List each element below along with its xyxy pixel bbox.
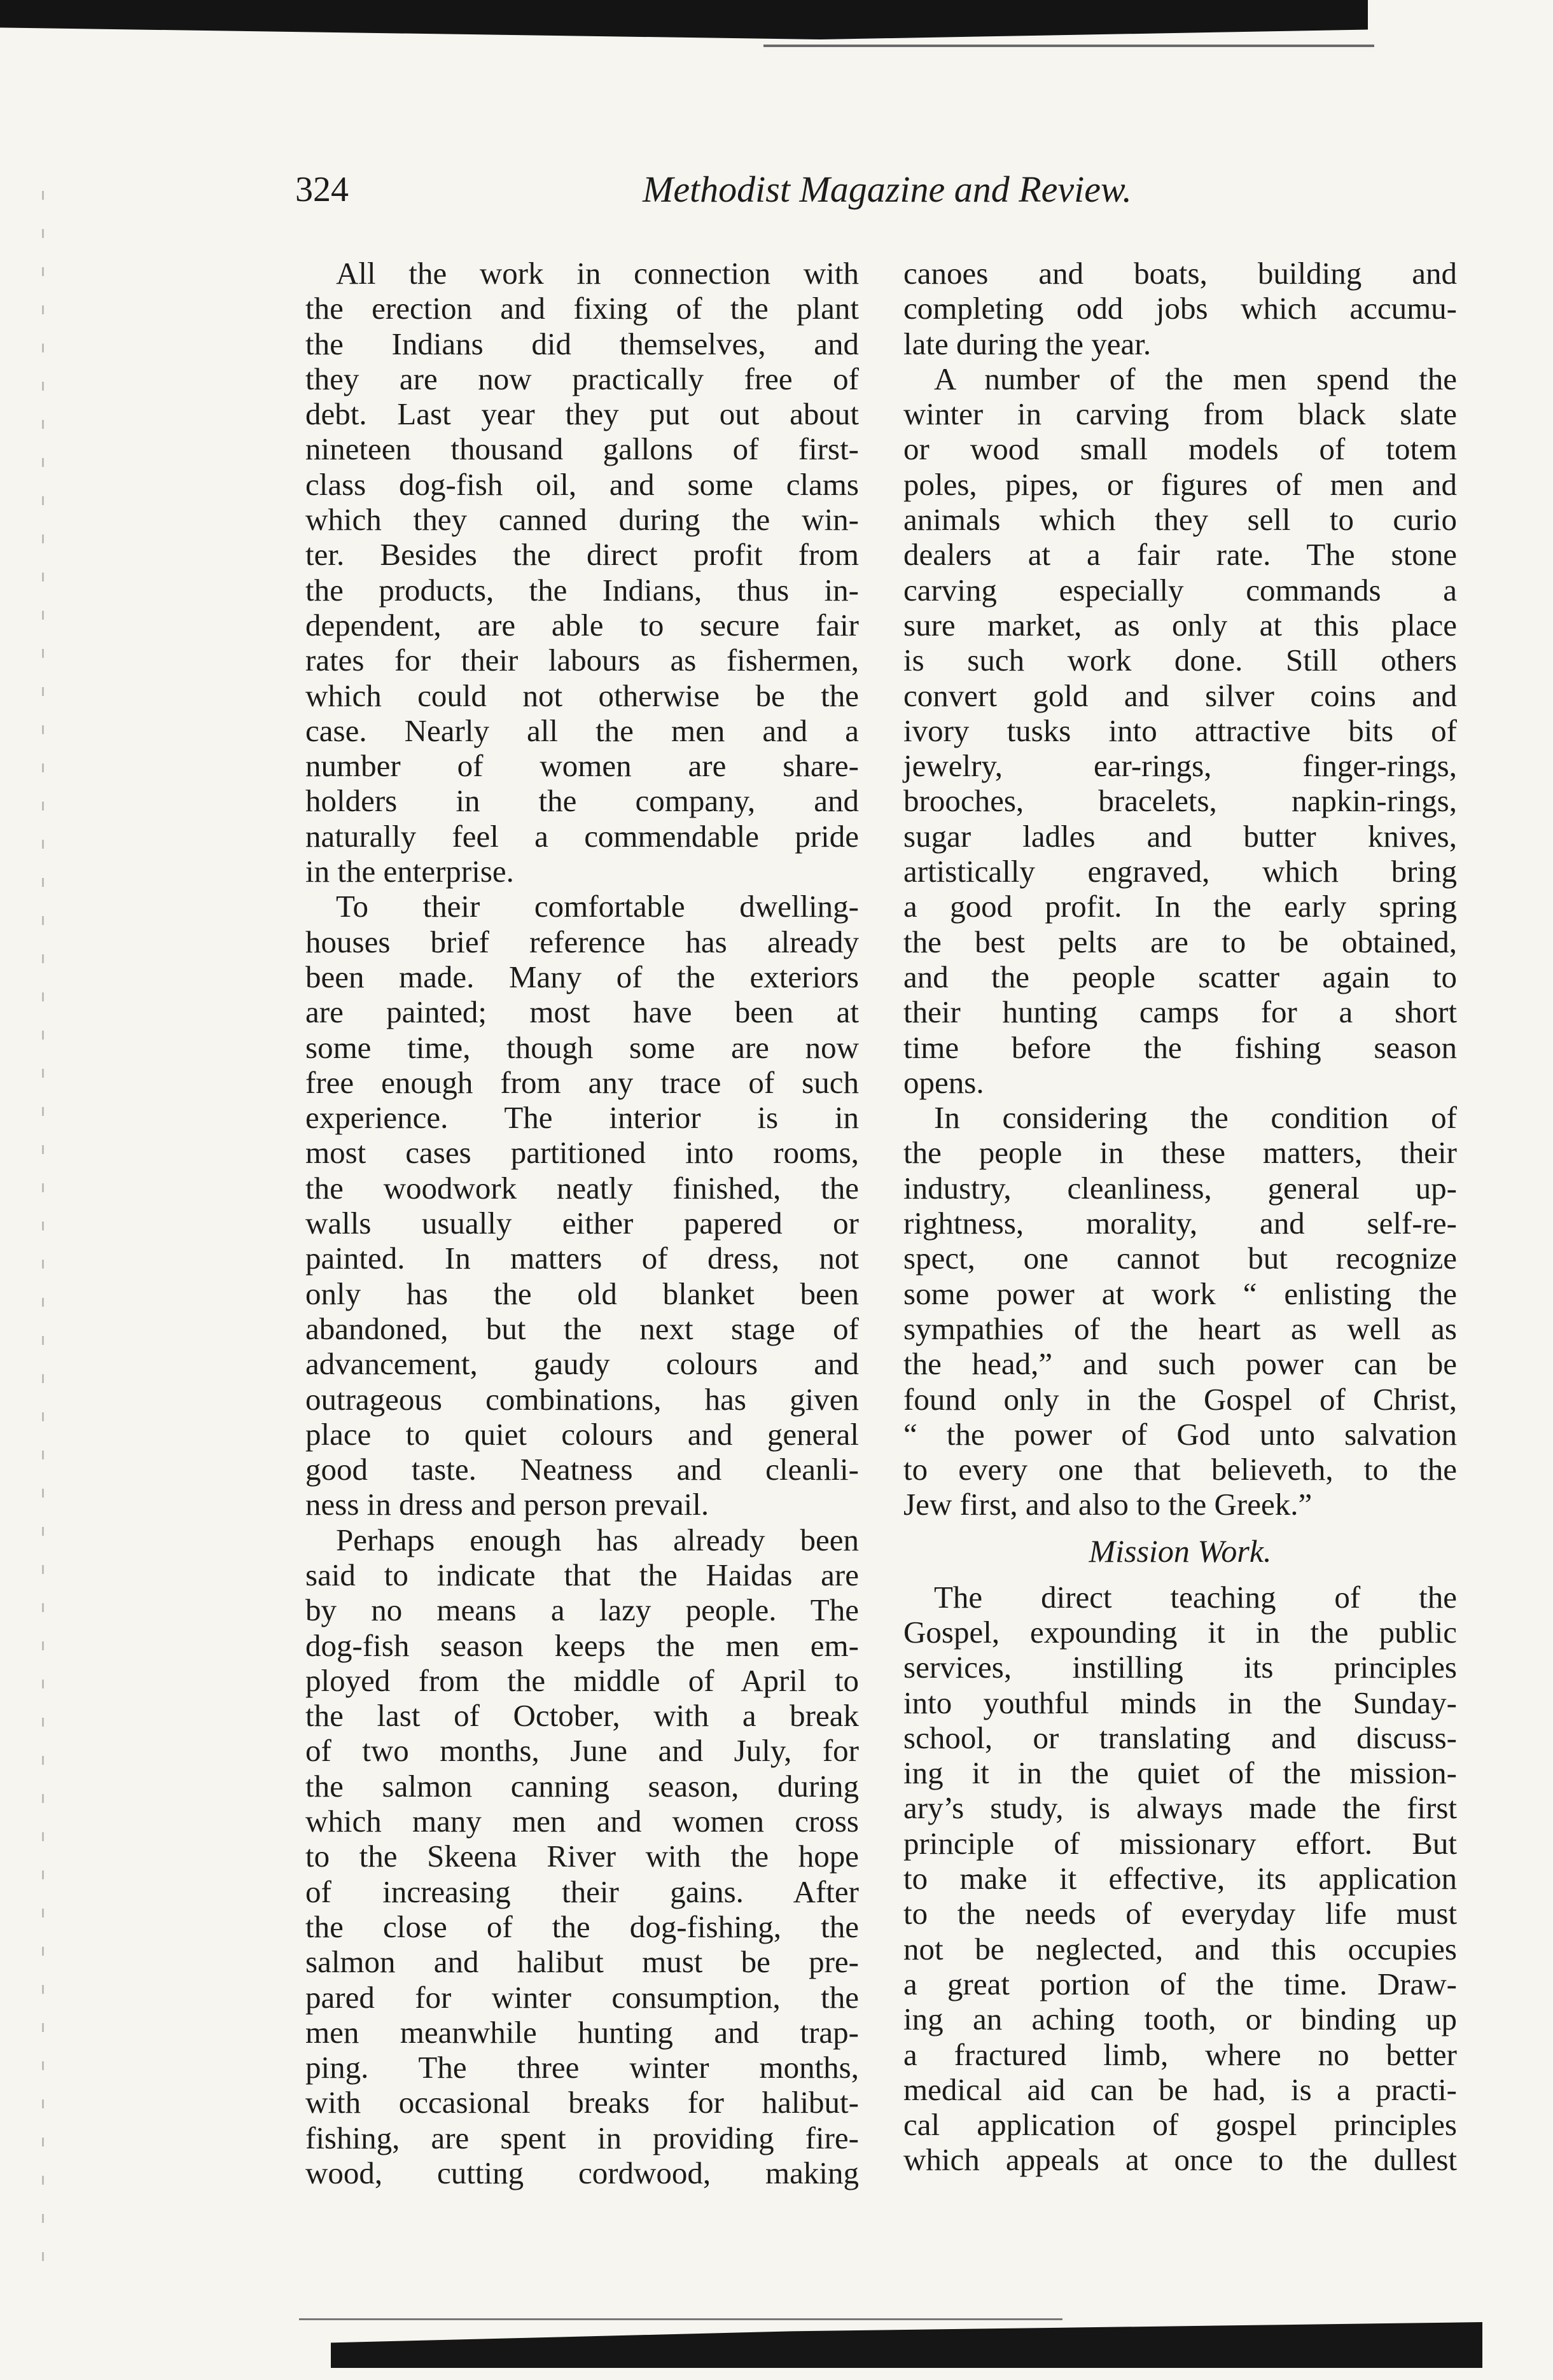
- text-line: the Indians did themselves, and: [305, 326, 859, 361]
- text-line: to the Skeena River with the hope: [305, 1839, 859, 1874]
- text-line: Jew first, and also to the Greek.”: [903, 1487, 1313, 1522]
- text-line: number of women are share-: [305, 748, 859, 784]
- text-line: experience. The interior is in: [305, 1100, 859, 1136]
- text-line: with occasional breaks for halibut-: [305, 2085, 859, 2120]
- text-line: sympathies of the heart as well as: [903, 1311, 1457, 1346]
- text-line: holders in the company, and: [305, 783, 859, 819]
- text-line: case. Nearly all the men and a: [305, 713, 859, 748]
- text-line: fishing, are spent in providing fire-: [305, 2120, 859, 2155]
- text-line: to the needs of everyday life must: [903, 1896, 1457, 1931]
- text-line: the salmon canning season, during: [305, 1768, 859, 1804]
- text-line: the people in these matters, their: [903, 1135, 1457, 1171]
- text-line: by no means a lazy people. The: [305, 1592, 859, 1628]
- scan-top-edge: [0, 0, 1368, 39]
- text-line: of two months, June and July, for: [305, 1733, 859, 1769]
- text-line: abandoned, but the next stage of: [305, 1311, 859, 1346]
- text-line: opens.: [903, 1064, 984, 1100]
- running-title: Methodist Magazine and Review.: [643, 169, 1132, 210]
- text-line: is such work done. Still others: [903, 643, 1457, 678]
- text-line: dog-fish season keeps the men em-: [305, 1627, 859, 1663]
- text-line: ary’s study, is always made the first: [903, 1790, 1457, 1826]
- text-line: canoes and boats, building and: [903, 256, 1457, 291]
- text-line: which they canned during the win-: [305, 502, 859, 538]
- text-line: naturally feel a commendable pride: [305, 818, 859, 854]
- text-line: which could not otherwise be the: [305, 678, 859, 713]
- right-column: [903, 256, 1457, 2317]
- text-line: said to indicate that the Haidas are: [305, 1557, 859, 1592]
- text-line: men meanwhile hunting and trap-: [305, 2014, 859, 2050]
- text-line: pared for winter consumption, the: [305, 1979, 859, 2015]
- text-line: the head,” and such power can be: [903, 1346, 1457, 1382]
- text-line: their hunting camps for a short: [903, 994, 1457, 1030]
- text-line: nineteen thousand gallons of first-: [305, 431, 859, 467]
- text-line: ivory tusks into attractive bits of: [903, 713, 1457, 748]
- text-line: walls usually either papered or: [305, 1206, 859, 1241]
- text-line: not be neglected, and this occupies: [903, 1931, 1457, 1966]
- text-line: dealers at a fair rate. The stone: [903, 537, 1457, 573]
- running-header: [0, 167, 1553, 218]
- text-line: dependent, are able to secure fair: [305, 607, 859, 643]
- text-line: jewelry, ear-rings, finger-rings,: [903, 748, 1457, 784]
- text-line: time before the fishing season: [903, 1029, 1457, 1065]
- text-line: found only in the Gospel of Christ,: [903, 1381, 1457, 1417]
- text-line: in the enterprise.: [305, 854, 514, 889]
- text-line: of increasing their gains. After: [305, 1874, 859, 1909]
- scan-bottom-edge: [331, 2322, 1482, 2368]
- text-line: most cases partitioned into rooms,: [305, 1135, 859, 1171]
- page-number: 324: [295, 170, 349, 209]
- text-line: houses brief reference has already: [305, 924, 859, 959]
- text-line: Gospel, expounding it in the public: [903, 1614, 1457, 1650]
- text-line: which appeals at once to the dullest: [903, 2142, 1457, 2178]
- text-line: only has the old blanket been: [305, 1276, 859, 1311]
- text-line: into youthful minds in the Sunday-: [903, 1685, 1457, 1720]
- text-line: ness in dress and person prevail.: [305, 1487, 709, 1522]
- text-line: spect, one cannot but recognize: [903, 1241, 1457, 1276]
- text-line: some time, though some are now: [305, 1029, 859, 1065]
- text-line: To their comfortable dwelling-: [336, 889, 859, 924]
- text-line: poles, pipes, or figures of men and: [903, 466, 1457, 502]
- text-line: debt. Last year they put out about: [305, 396, 859, 432]
- text-line: artistically engraved, which bring: [903, 854, 1457, 889]
- text-line: to make it effective, its application: [903, 1861, 1457, 1896]
- text-line: Perhaps enough has already been: [336, 1522, 859, 1557]
- text-line: outrageous combinations, has given: [305, 1381, 859, 1417]
- text-line: “ the power of God unto salvation: [903, 1416, 1457, 1452]
- text-line: convert gold and silver coins and: [903, 678, 1457, 713]
- text-line: The direct teaching of the: [934, 1579, 1457, 1615]
- text-line: completing odd jobs which accumu-: [903, 291, 1457, 326]
- text-line: the woodwork neatly finished, the: [305, 1170, 859, 1206]
- right-column-upper: [903, 256, 1457, 1522]
- text-line: winter in carving from black slate: [903, 396, 1457, 432]
- text-line: ployed from the middle of April to: [305, 1662, 859, 1698]
- text-line: ping. The three winter months,: [305, 2050, 859, 2085]
- text-line: the best pelts are to be obtained,: [903, 924, 1457, 959]
- scan-top-rule: [763, 45, 1374, 47]
- text-line: animals which they sell to curio: [903, 502, 1457, 538]
- text-line: brooches, bracelets, napkin-rings,: [903, 783, 1457, 819]
- text-line: rates for their labours as fishermen,: [305, 643, 859, 678]
- text-line: sure market, as only at this place: [903, 607, 1457, 643]
- text-line: salmon and halibut must be pre-: [305, 1944, 859, 1980]
- text-line: free enough from any trace of such: [305, 1064, 859, 1100]
- section-heading: Mission Work.: [1089, 1533, 1272, 1569]
- text-line: carving especially commands a: [903, 572, 1457, 608]
- right-column-lower: [903, 1580, 1457, 2178]
- text-line: wood, cutting cordwood, making: [305, 2155, 859, 2191]
- text-line: the close of the dog-fishing, the: [305, 1909, 859, 1944]
- text-line: place to quiet colours and general: [305, 1416, 859, 1452]
- text-line: to every one that believeth, to the: [903, 1452, 1457, 1487]
- text-line: been made. Many of the exteriors: [305, 959, 859, 994]
- text-line: good taste. Neatness and cleanli-: [305, 1452, 859, 1487]
- text-line: the last of October, with a break: [305, 1698, 859, 1734]
- text-line: advancement, gaudy colours and: [305, 1346, 859, 1382]
- text-line: ter. Besides the direct profit from: [305, 537, 859, 573]
- text-line: services, instilling its principles: [903, 1650, 1457, 1685]
- text-line: are painted; most have been at: [305, 994, 859, 1030]
- text-line: principle of missionary effort. But: [903, 1825, 1457, 1861]
- text-line: some power at work “ enlisting the: [903, 1276, 1457, 1311]
- text-line: ing it in the quiet of the mission-: [903, 1755, 1457, 1791]
- text-line: which many men and women cross: [305, 1804, 859, 1839]
- text-line: a great portion of the time. Draw-: [903, 1966, 1457, 2001]
- binding-gutter: [42, 191, 44, 2290]
- text-line: the products, the Indians, thus in-: [305, 572, 859, 608]
- text-line: the erection and fixing of the plant: [305, 291, 859, 326]
- text-line: and the people scatter again to: [903, 959, 1457, 994]
- text-line: late during the year.: [903, 326, 1152, 361]
- text-line: ing an aching tooth, or binding up: [903, 2001, 1457, 2037]
- text-line: painted. In matters of dress, not: [305, 1241, 859, 1276]
- text-line: a good profit. In the early spring: [903, 889, 1457, 924]
- text-line: All the work in connection with: [336, 256, 859, 291]
- text-line: school, or translating and discuss-: [903, 1720, 1457, 1755]
- text-line: A number of the men spend the: [934, 361, 1457, 396]
- scan-bottom-rule: [299, 2318, 1062, 2320]
- text-line: sugar ladles and butter knives,: [903, 818, 1457, 854]
- text-line: In considering the condition of: [934, 1100, 1457, 1136]
- left-column: [305, 256, 859, 2317]
- text-line: rightness, morality, and self-re-: [903, 1206, 1457, 1241]
- text-line: cal application of gospel principles: [903, 2107, 1457, 2143]
- text-line: or wood small models of totem: [903, 431, 1457, 467]
- text-line: they are now practically free of: [305, 361, 859, 396]
- text-line: a fractured limb, where no better: [903, 2036, 1457, 2072]
- text-line: industry, cleanliness, general up-: [903, 1170, 1457, 1206]
- text-line: class dog-fish oil, and some clams: [305, 466, 859, 502]
- text-line: medical aid can be had, is a practi-: [903, 2071, 1457, 2107]
